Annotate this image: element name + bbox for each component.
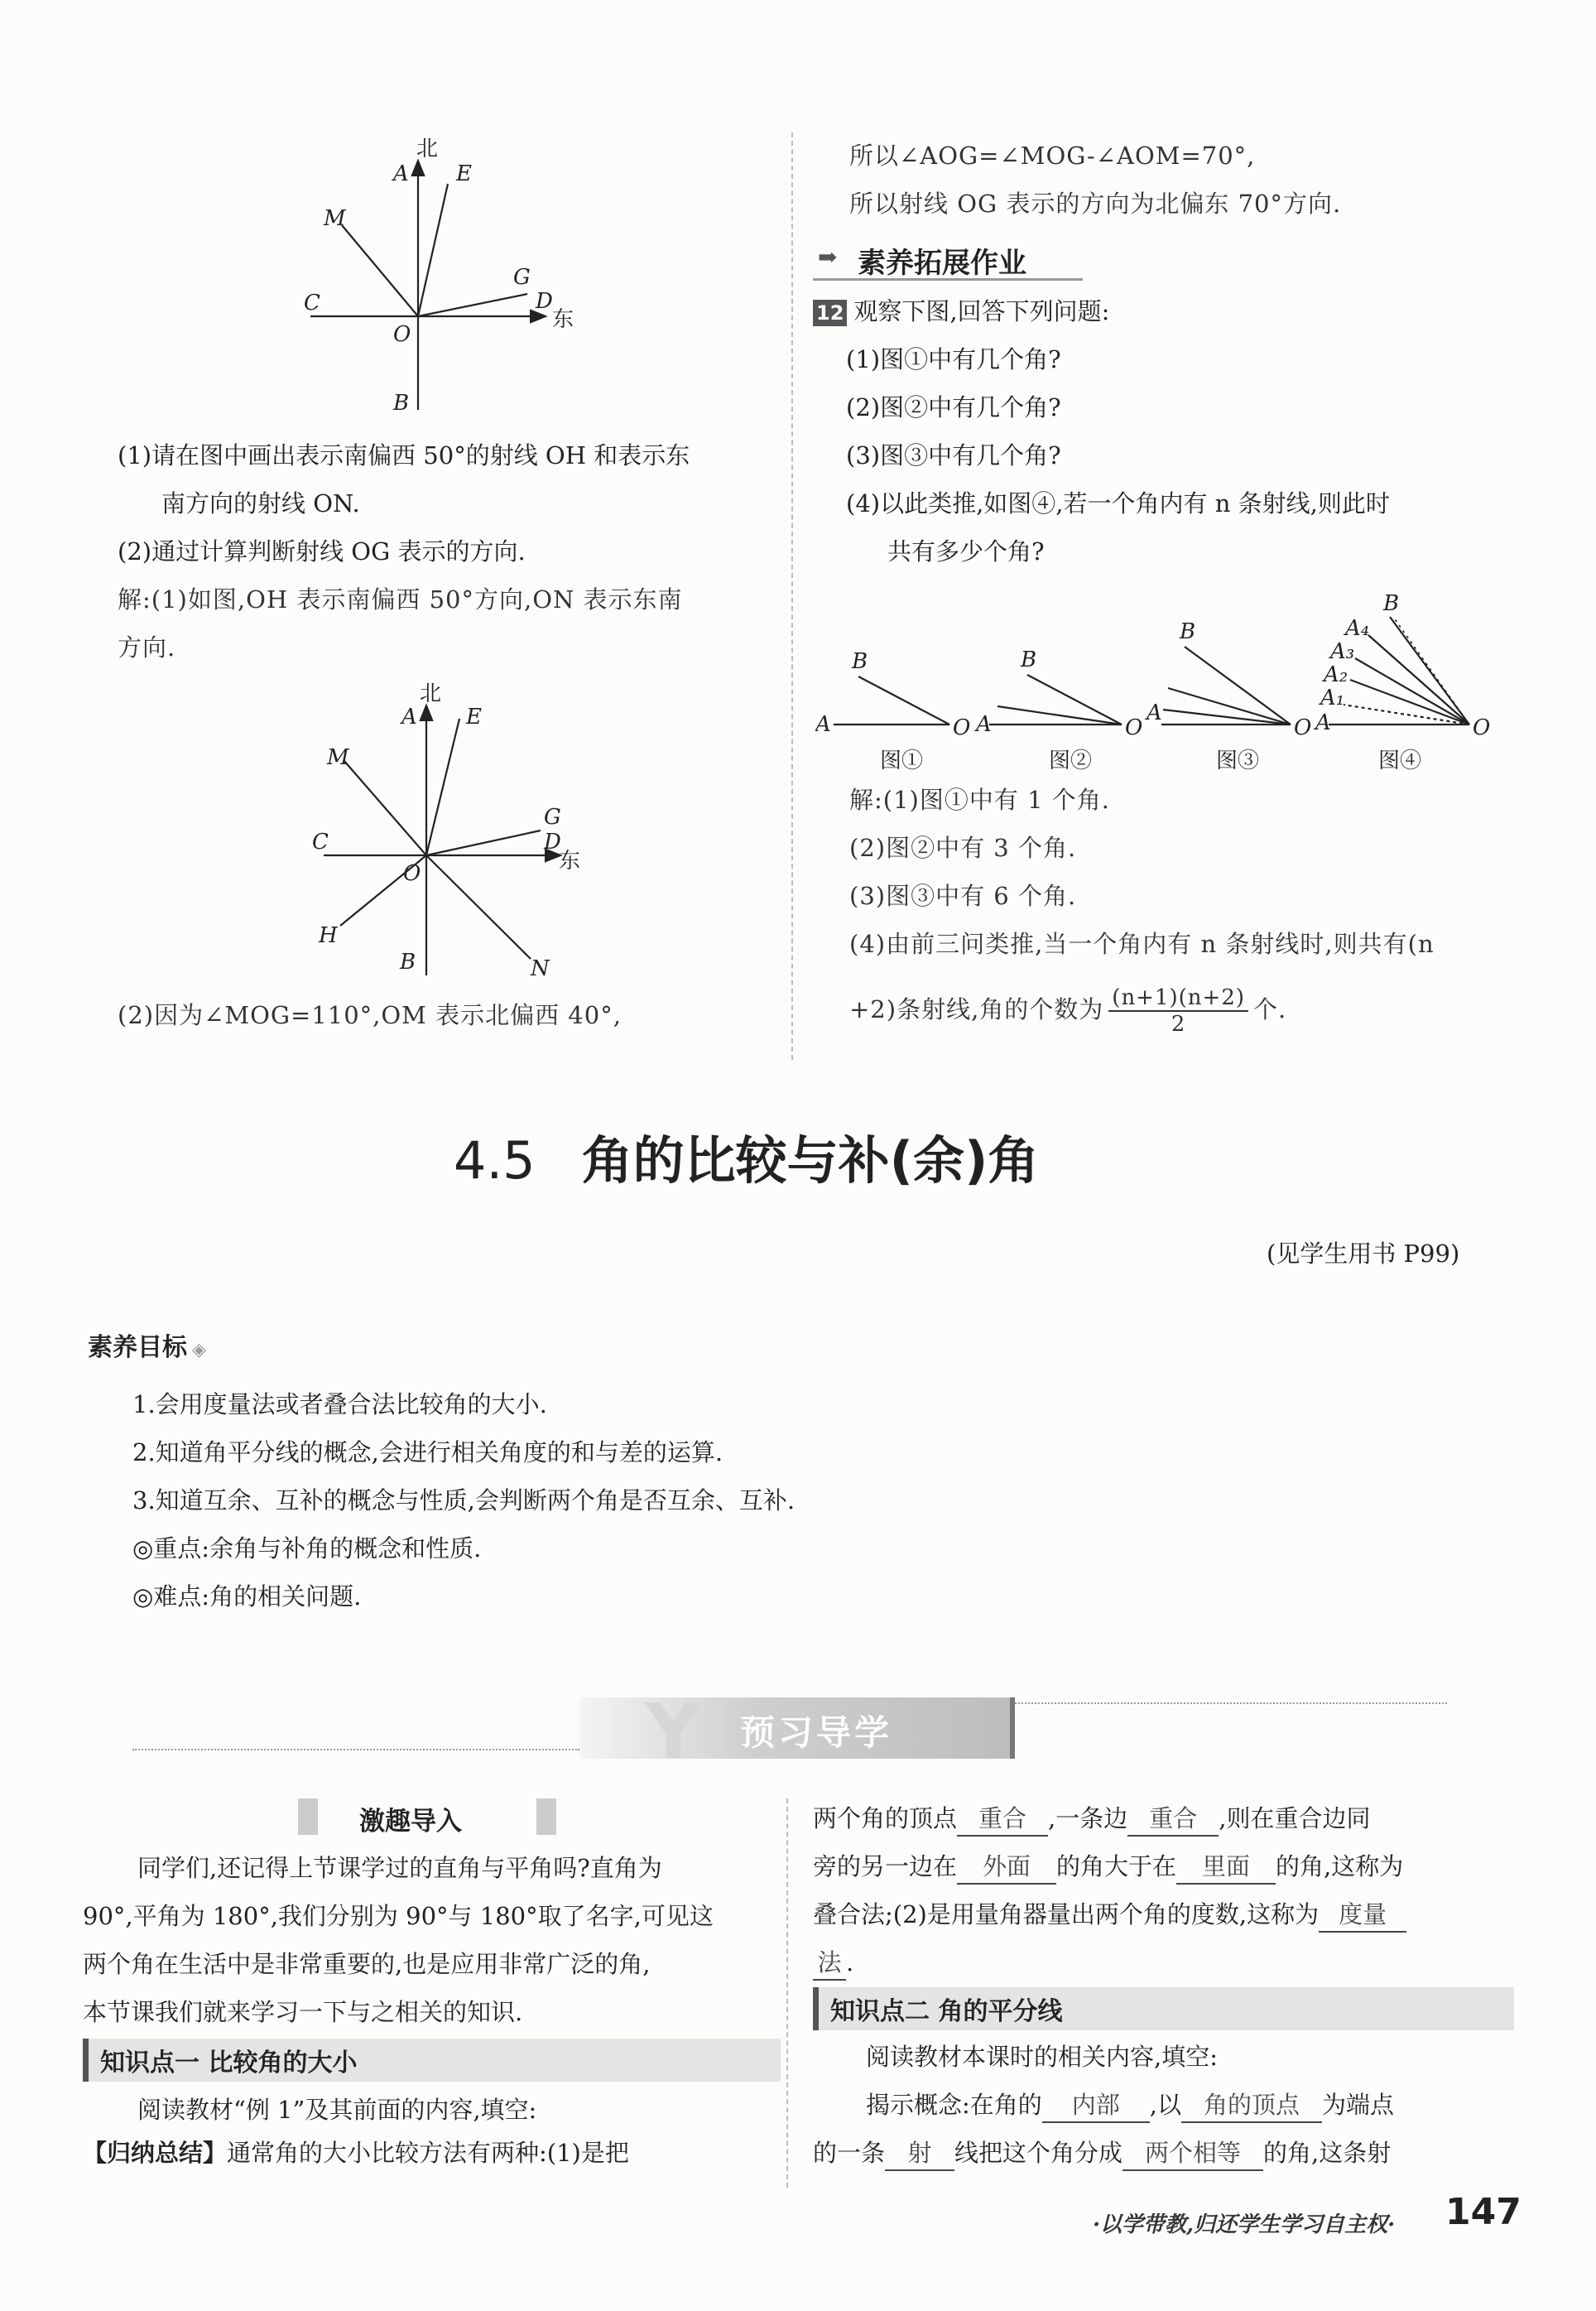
direction-diagram-2	[294, 677, 608, 984]
preview-banner	[579, 1688, 1015, 1776]
kp1-cont-4: 法 .	[813, 1946, 853, 1981]
intro-line-3: 两个角在生活中是非常重要的,也是应用非常广泛的角,	[83, 1950, 651, 1978]
point-n: N	[531, 956, 550, 981]
point-h: H	[319, 923, 338, 948]
intro-line-1: 同学们,还记得上节课学过的直角与平角吗?直角为	[137, 1854, 662, 1882]
difficult-point: ◎难点:角的相关问题.	[132, 1582, 362, 1610]
kp2-line-2: 的一条 射 线把这个角分成 两个相等 的角,这条射	[813, 2136, 1391, 2171]
answer-12-4: (4)由前三问类推,当一个角内有 n 条射线时,则共有(n	[849, 930, 1435, 958]
point-c: C	[312, 830, 329, 855]
kp2-line-1: 揭示概念:在角的 内部 ,以 角的顶点 为端点	[866, 2088, 1394, 2123]
angle-figures	[815, 584, 1494, 782]
solution-1: 解:(1)如图,OH 表示南偏西 50°方向,ON 表示东南	[118, 585, 683, 614]
kp2-read: 阅读教材本课时的相关内容,填空:	[866, 2043, 1218, 2071]
solution-cont-2: 所以射线 OG 表示的方向为北偏东 70°方向.	[849, 190, 1342, 218]
fig4-a1: A₁	[1320, 686, 1345, 710]
answer-12-5: +2)条射线,角的个数为 $\frac{(n+1)(n+2)}{2}$ 个.	[849, 985, 1287, 1037]
knowledge-point-2: 知识点二 角的平分线	[813, 1987, 1514, 2030]
direction-diagram-1	[294, 132, 592, 418]
fig4-a3: A₃	[1330, 639, 1355, 664]
answer-12-1: 解:(1)图①中有 1 个角.	[849, 786, 1110, 814]
point-o: O	[393, 322, 411, 347]
kp1-read: 阅读教材“例 1”及其前面的内容,填空:	[137, 2096, 537, 2124]
footer-motto: ·以学带教,归还学生学习自主权·	[1093, 2212, 1396, 2237]
intro-line-2: 90°,平角为 180°,我们分别为 90°与 180°取了名字,可见这	[83, 1902, 714, 1930]
banner-title: 预习导学	[740, 1712, 893, 1753]
fig1-caption: 图①	[880, 749, 924, 773]
column-divider-top	[791, 132, 793, 1060]
fig2-b: B	[1021, 648, 1037, 672]
fig1-a: A	[815, 712, 831, 737]
q12-part1: (1)图①中有几个角?	[846, 345, 1061, 373]
goal-3: 3.知道互余、互补的概念与性质,会判断两个角是否互余、互补.	[132, 1486, 796, 1514]
extension-homework-tag	[813, 235, 1083, 281]
section-heading: 角的比较与补(余)角	[581, 1130, 1040, 1191]
point-a: A	[393, 161, 409, 186]
fig4-caption: 图④	[1378, 749, 1422, 773]
fig4-b: B	[1383, 591, 1400, 616]
question-1-cont: 南方向的射线 ON.	[161, 489, 360, 518]
point-d: D	[536, 289, 553, 314]
goal-1: 1.会用度量法或者叠合法比较角的大小.	[132, 1390, 547, 1418]
q12-part3: (3)图③中有几个角?	[846, 441, 1061, 469]
q12-part4-cont: 共有多少个角?	[887, 537, 1045, 566]
fig4-a2: A₂	[1324, 662, 1348, 687]
fig4-a: A	[1315, 710, 1331, 735]
fig1-o: O	[953, 715, 971, 740]
point-g: G	[544, 805, 561, 830]
point-m: M	[327, 745, 349, 770]
page-number: 147	[1445, 2191, 1521, 2233]
q12-part4: (4)以此类推,如图④,若一个角内有 n 条射线,则此时	[846, 489, 1390, 518]
banner-rule-left	[132, 1749, 579, 1750]
goal-2: 2.知道角平分线的概念,会进行相关角度的和与差的运算.	[132, 1438, 723, 1466]
fig2-a: A	[976, 712, 992, 737]
fig3-o: O	[1294, 715, 1312, 740]
point-g: G	[513, 265, 531, 290]
point-e: E	[456, 161, 472, 186]
kp1-cont-3: 叠合法;(2)是用量角器量出两个角的度数,这称为 度量	[813, 1898, 1406, 1933]
fig3-a: A	[1147, 701, 1162, 725]
q12-number: 12	[813, 300, 847, 326]
fraction: $\frac{(n+1)(n+2)}{2}$	[1108, 985, 1248, 1037]
y-letter-icon: Y	[646, 1688, 701, 1776]
answer-12-3: (3)图③中有 6 个角.	[849, 882, 1077, 910]
point-o: O	[403, 861, 421, 886]
north-label: 北	[416, 137, 439, 161]
goals-heading: 素养目标 ◈	[88, 1333, 206, 1362]
extension-title: 素养拓展作业	[858, 247, 1026, 280]
banner-rule-right	[1008, 1702, 1447, 1704]
kp1-cont-1: 两个角的顶点 重合 ,一条边 重合 ,则在重合边同	[813, 1802, 1370, 1837]
question-2: (2)通过计算判断射线 OG 表示的方向.	[118, 537, 526, 566]
kp1-summary: 【归纳总结】通常角的大小比较方法有两种:(1)是把	[83, 2139, 629, 2167]
fig2-caption: 图②	[1049, 749, 1093, 773]
q12-stem: 12 观察下图,回答下列问题:	[813, 295, 1109, 328]
point-c: C	[304, 291, 320, 315]
solution-1-cont: 方向.	[118, 633, 176, 662]
intro-line-4: 本节课我们就来学习一下与之相关的知识.	[83, 1998, 523, 2026]
solution-2: (2)因为∠MOG=110°,OM 表示北偏西 40°,	[118, 1001, 622, 1029]
fig4-o: O	[1473, 715, 1491, 740]
fig3-b: B	[1180, 619, 1196, 644]
north-label: 北	[420, 681, 442, 706]
point-b: B	[393, 391, 410, 416]
fig1-b: B	[852, 649, 868, 674]
fig2-o: O	[1125, 715, 1143, 740]
column-divider-bottom	[786, 1798, 788, 2188]
question-1: (1)请在图中画出表示南偏西 50°的射线 OH 和表示东	[118, 441, 690, 469]
key-point: ◎重点:余角与补角的概念和性质.	[132, 1534, 482, 1562]
point-e: E	[466, 705, 482, 729]
point-b: B	[400, 950, 416, 975]
east-label: 东	[559, 849, 581, 874]
point-d: D	[544, 830, 561, 855]
book-reference: (见学生用书 P99)	[1267, 1240, 1460, 1268]
q12-part2: (2)图②中有几个角?	[846, 393, 1061, 421]
fig4-a4: A₄	[1345, 616, 1370, 641]
section-title	[454, 1128, 1039, 1194]
answer-12-2: (2)图②中有 3 个角.	[849, 834, 1077, 862]
east-label: 东	[552, 307, 574, 332]
fig3-caption: 图③	[1216, 749, 1260, 773]
point-m: M	[324, 206, 346, 231]
solution-cont-1: 所以∠AOG=∠MOG-∠AOM=70°,	[849, 142, 1256, 170]
knowledge-point-1: 知识点一 比较角的大小	[83, 2039, 781, 2082]
point-a: A	[401, 705, 417, 729]
section-number: 4.5	[454, 1130, 536, 1191]
arrow-icon: ➡	[818, 243, 838, 271]
intro-heading: 激趣导入	[298, 1798, 556, 1835]
kp1-cont-2: 旁的另一边在 外面 的角大于在 里面 的角,这称为	[813, 1850, 1403, 1885]
diamond-icon: ◈	[192, 1340, 206, 1360]
